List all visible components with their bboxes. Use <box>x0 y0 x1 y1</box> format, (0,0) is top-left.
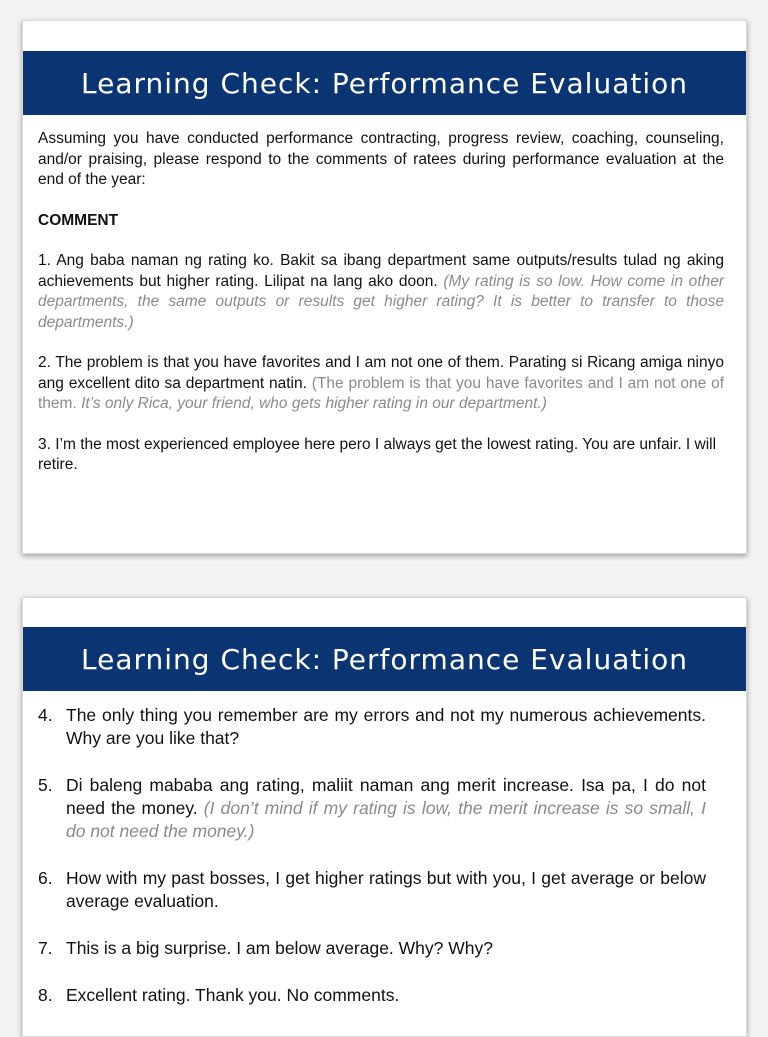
comment-2-text: 2. The problem is that you have favorites and I am not one of them. Parating si Ricang amiga ninyo ang excellent dito sa department natin. <box>38 354 724 392</box>
list-item-text: Excellent rating. Thank you. No comments. <box>66 985 400 1005</box>
list-item <box>38 704 706 750</box>
list-item-number: 8. <box>38 985 53 1005</box>
slide-1-title: Learning Check: Performance Evaluation <box>23 51 746 115</box>
list-item-text: How with my past bosses, I get higher ratings but with you, I get average or below average evaluation. <box>66 868 706 911</box>
list-item-number: 4. <box>38 705 53 725</box>
slide-2-title: Learning Check: Performance Evaluation <box>23 627 746 691</box>
list-item <box>38 937 706 960</box>
list-item-number: 5. <box>38 775 53 795</box>
list-item-number: 6. <box>38 868 53 888</box>
list-item-text: This is a big surprise. I am below average. Why? Why? <box>66 938 493 958</box>
slide-2 <box>22 597 747 1037</box>
list-item-number: 7. <box>38 938 53 958</box>
slide-1 <box>22 20 747 554</box>
comment-2 <box>38 353 724 415</box>
comment-2-translation-italic: It’s only Rica, your friend, who gets higher rating in our department.) <box>81 395 547 412</box>
list-item <box>38 984 706 1007</box>
comment-1-text: 1. Ang baba naman ng rating ko. Bakit sa ibang department same outputs/results tulad ng aking achievements but higher rating. Lilipat na lang ako doon. <box>38 252 724 290</box>
list-item-main: Di baleng mababa ang rating, maliit naman ang merit increase. Isa pa, I do not need the money. <box>66 775 706 818</box>
comment-2-translation-plain: (The problem is that you have favorites and I am not one of them. <box>38 374 724 412</box>
slide-1-body <box>38 129 724 476</box>
list-item <box>38 774 706 843</box>
list-item-text: The only thing you remember are my errors and not my numerous achievements. Why are you like that? <box>66 705 706 748</box>
intro-paragraph: Assuming you have conducted performance contracting, progress review, coaching, counseling, and/or praising, please respond to the comments of ratees during performance evaluation at the end of the year: <box>38 130 724 188</box>
comment-3-text: 3. I’m the most experienced employee here pero I always get the lowest rating. You are unfair. I will retire. <box>38 435 717 473</box>
comment-1-translation: (My rating is so low. How come in other departments, the same outputs or results get higher rating? It is better to transfer to those departments.) <box>38 272 724 331</box>
comment-list <box>38 704 706 1031</box>
list-item-text <box>66 774 706 843</box>
comment-3 <box>38 435 724 476</box>
list-item-translation: (I don’t mind if my rating is low, the merit increase is so small, I do not need the money.) <box>66 798 706 841</box>
comment-heading: COMMENT <box>38 211 119 229</box>
list-item <box>38 867 706 913</box>
comment-1 <box>38 251 724 333</box>
